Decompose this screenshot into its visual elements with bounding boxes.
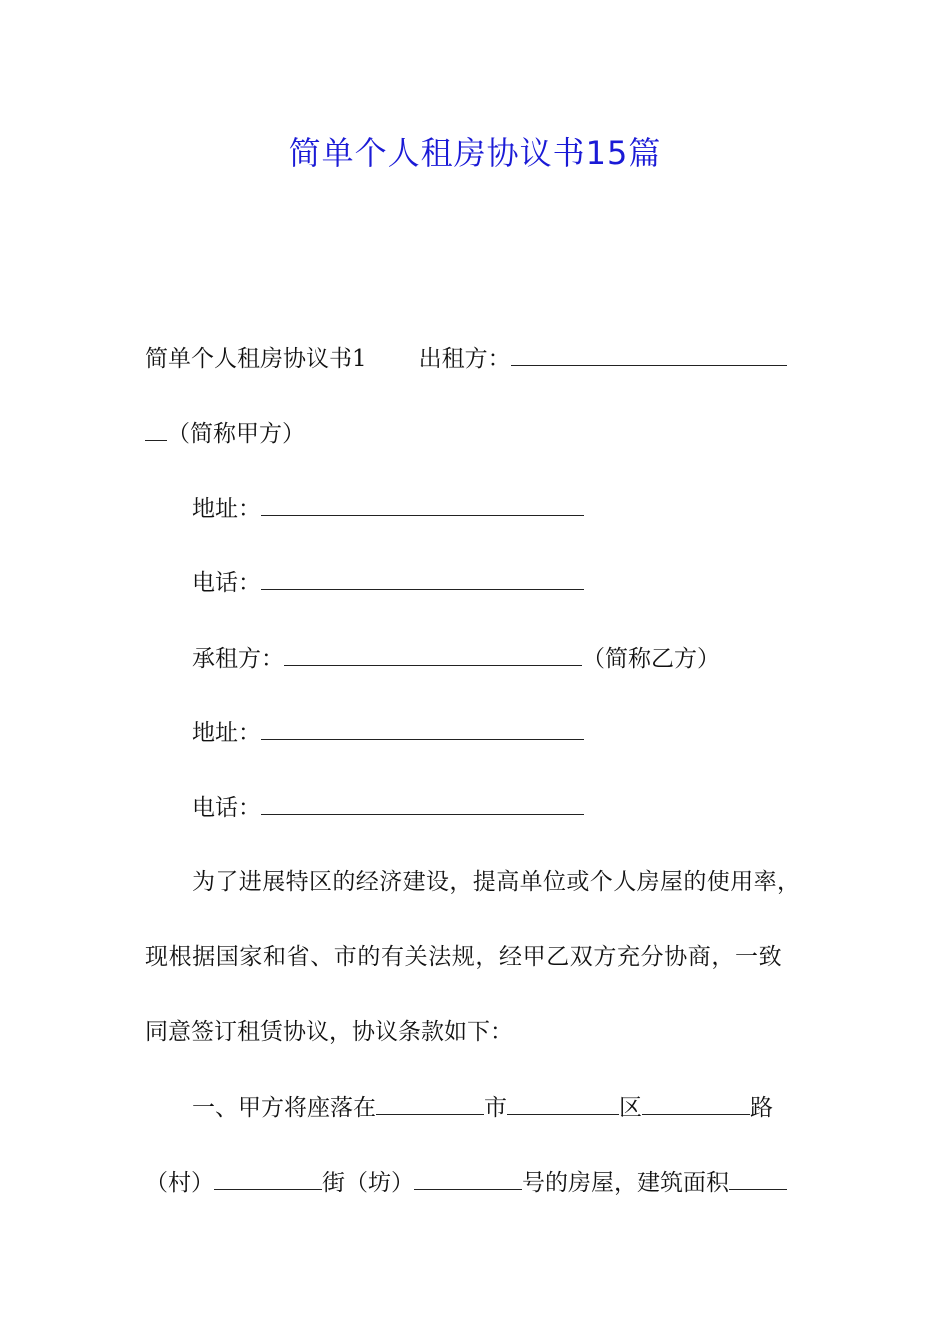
street-blank [414,1167,522,1190]
lessee-phone-line [192,792,584,823]
paragraph-line-1: 为了进展特区的经济建设，提高单位或个人房屋的使用率， [192,869,801,895]
lessor-abbr-line [145,418,305,449]
lessee-phone-blank [261,792,584,815]
lessor-line [145,343,787,374]
paragraph-line-2: 现根据国家和省、市的有关法规，经甲乙双方充分协商，一致 [145,944,783,970]
section-title: 简单个人租房协议书1 [145,346,367,372]
lessee-line [192,643,720,674]
clause-1-line-1 [192,1092,773,1123]
area-blank [729,1167,787,1190]
lessor-label: 出租方： [418,346,511,372]
address-label: 地址： [192,720,261,746]
address-label: 地址： [192,496,261,522]
village-label: （村） [145,1170,214,1196]
street-label: 街（坊） [322,1170,414,1196]
district-blank [507,1092,619,1115]
lessee-address-line [192,717,584,748]
phone-label: 电话： [192,570,261,596]
house-no-label: 号的房屋，建筑面积 [522,1170,729,1196]
lessor-phone-blank [261,567,584,590]
lessor-phone-line [192,567,584,598]
clause-1-prefix: 一、甲方将座落在 [192,1095,376,1121]
road-blank [642,1092,750,1115]
village-blank [214,1167,322,1190]
lessor-address-blank [261,493,584,516]
lessor-blank [511,343,787,366]
lessee-label: 承租方： [192,646,284,672]
phone-label: 电话： [192,795,261,821]
lessor-abbr: （简称甲方） [167,421,305,447]
paragraph-line-3: 同意签订租赁协议，协议条款如下： [145,1019,513,1045]
city-blank [376,1092,484,1115]
lessor-blank-continued [145,418,167,441]
clause-1-line-2 [145,1167,787,1198]
lessor-address-line [192,493,584,524]
lessee-abbr: （简称乙方） [582,646,720,672]
lessee-blank [284,643,582,666]
lessee-address-blank [261,717,584,740]
document-title: 简单个人租房协议书15篇 [288,134,662,172]
city-label: 市 [484,1095,507,1121]
road-label: 路 [750,1095,773,1121]
district-label: 区 [619,1095,642,1121]
